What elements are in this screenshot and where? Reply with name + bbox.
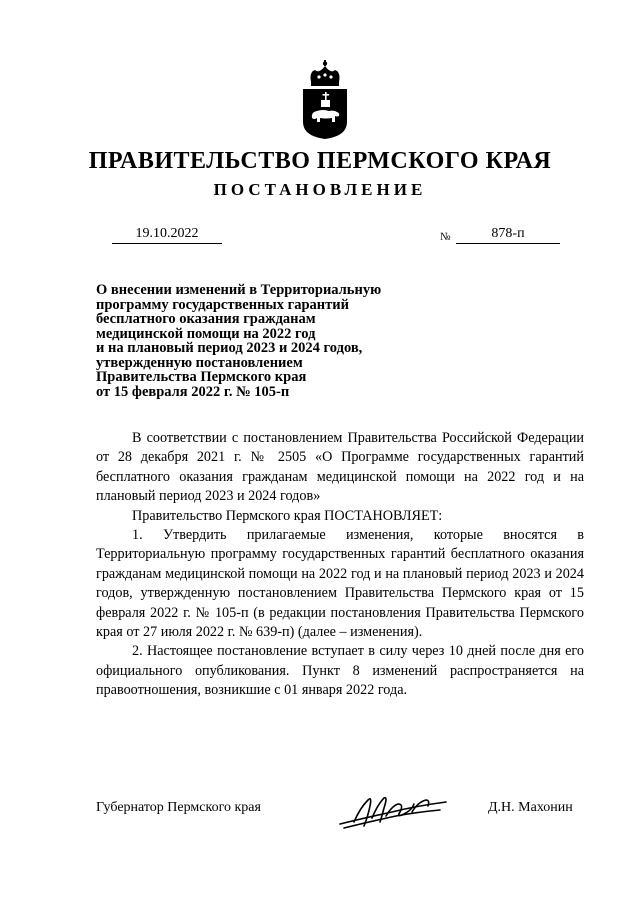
signatory-title: Губернатор Пермского края [96,800,261,815]
signature-icon [334,788,454,834]
subject-line: О внесении изменений в Территориальную [96,282,382,298]
preamble-paragraph: В соответствии с постановлением Правительства Российской Федерации от 28 декабря 2021 г. № 2505 «О Программе государственных гарантий бесплатного оказания гражданам медицинской помощи на 2022 год и на плановый период 2023 и 2024 годов» [96,430,584,505]
subject-line: медицинской помощи на 2022 год [96,325,316,342]
coat-of-arms-icon [299,60,351,140]
subject-line: Правительства Пермского края [96,369,307,385]
document-number: 878-п [456,226,560,244]
document-date: 19.10.2022 [112,226,222,244]
document-body [96,429,584,701]
document-type: ПОСТАНОВЛЕНИЕ [213,180,427,199]
subject-line: и на плановый период 2023 и 2024 годов, [96,340,363,356]
item-2-paragraph: 2. Настоящее постановление вступает в силу через 10 дней после дня его официального опубликования. Пункт 8 изменений распространяется на правоотношения, возникшие с 01 января 2022 года. [96,643,584,699]
document-subject [96,283,416,399]
government-title: ПРАВИТЕЛЬСТВО ПЕРМСКОГО КРАЯ [88,148,552,174]
subject-line: программу государственных гарантий [96,296,349,313]
number-label: № [440,231,451,243]
item-1-paragraph: 1. Утвердить прилагаемые изменения, которые вносятся в Территориальную программу государственных гарантий бесплатного оказания гражданам медицинской помощи на 2022 год и на плановый период 2023 и 2024 годов, утвержденную постановлением Правительства Пермского края от 15 февраля 2022 г. № 105-п (в редакции постановления Правительства Пермского края от 27 июля 2022 г. № 639-п) (далее – изменения). [96,527,584,641]
signatory-name: Д.Н. Махонин [488,800,573,815]
decree-intro: Правительство Пермского края ПОСТАНОВЛЯЕТ: [132,507,443,524]
subject-line: утвержденную постановлением [96,354,303,371]
subject-line: бесплатного оказания гражданам [96,311,316,327]
subject-line: от 15 февраля 2022 г. № 105-п [96,383,290,400]
